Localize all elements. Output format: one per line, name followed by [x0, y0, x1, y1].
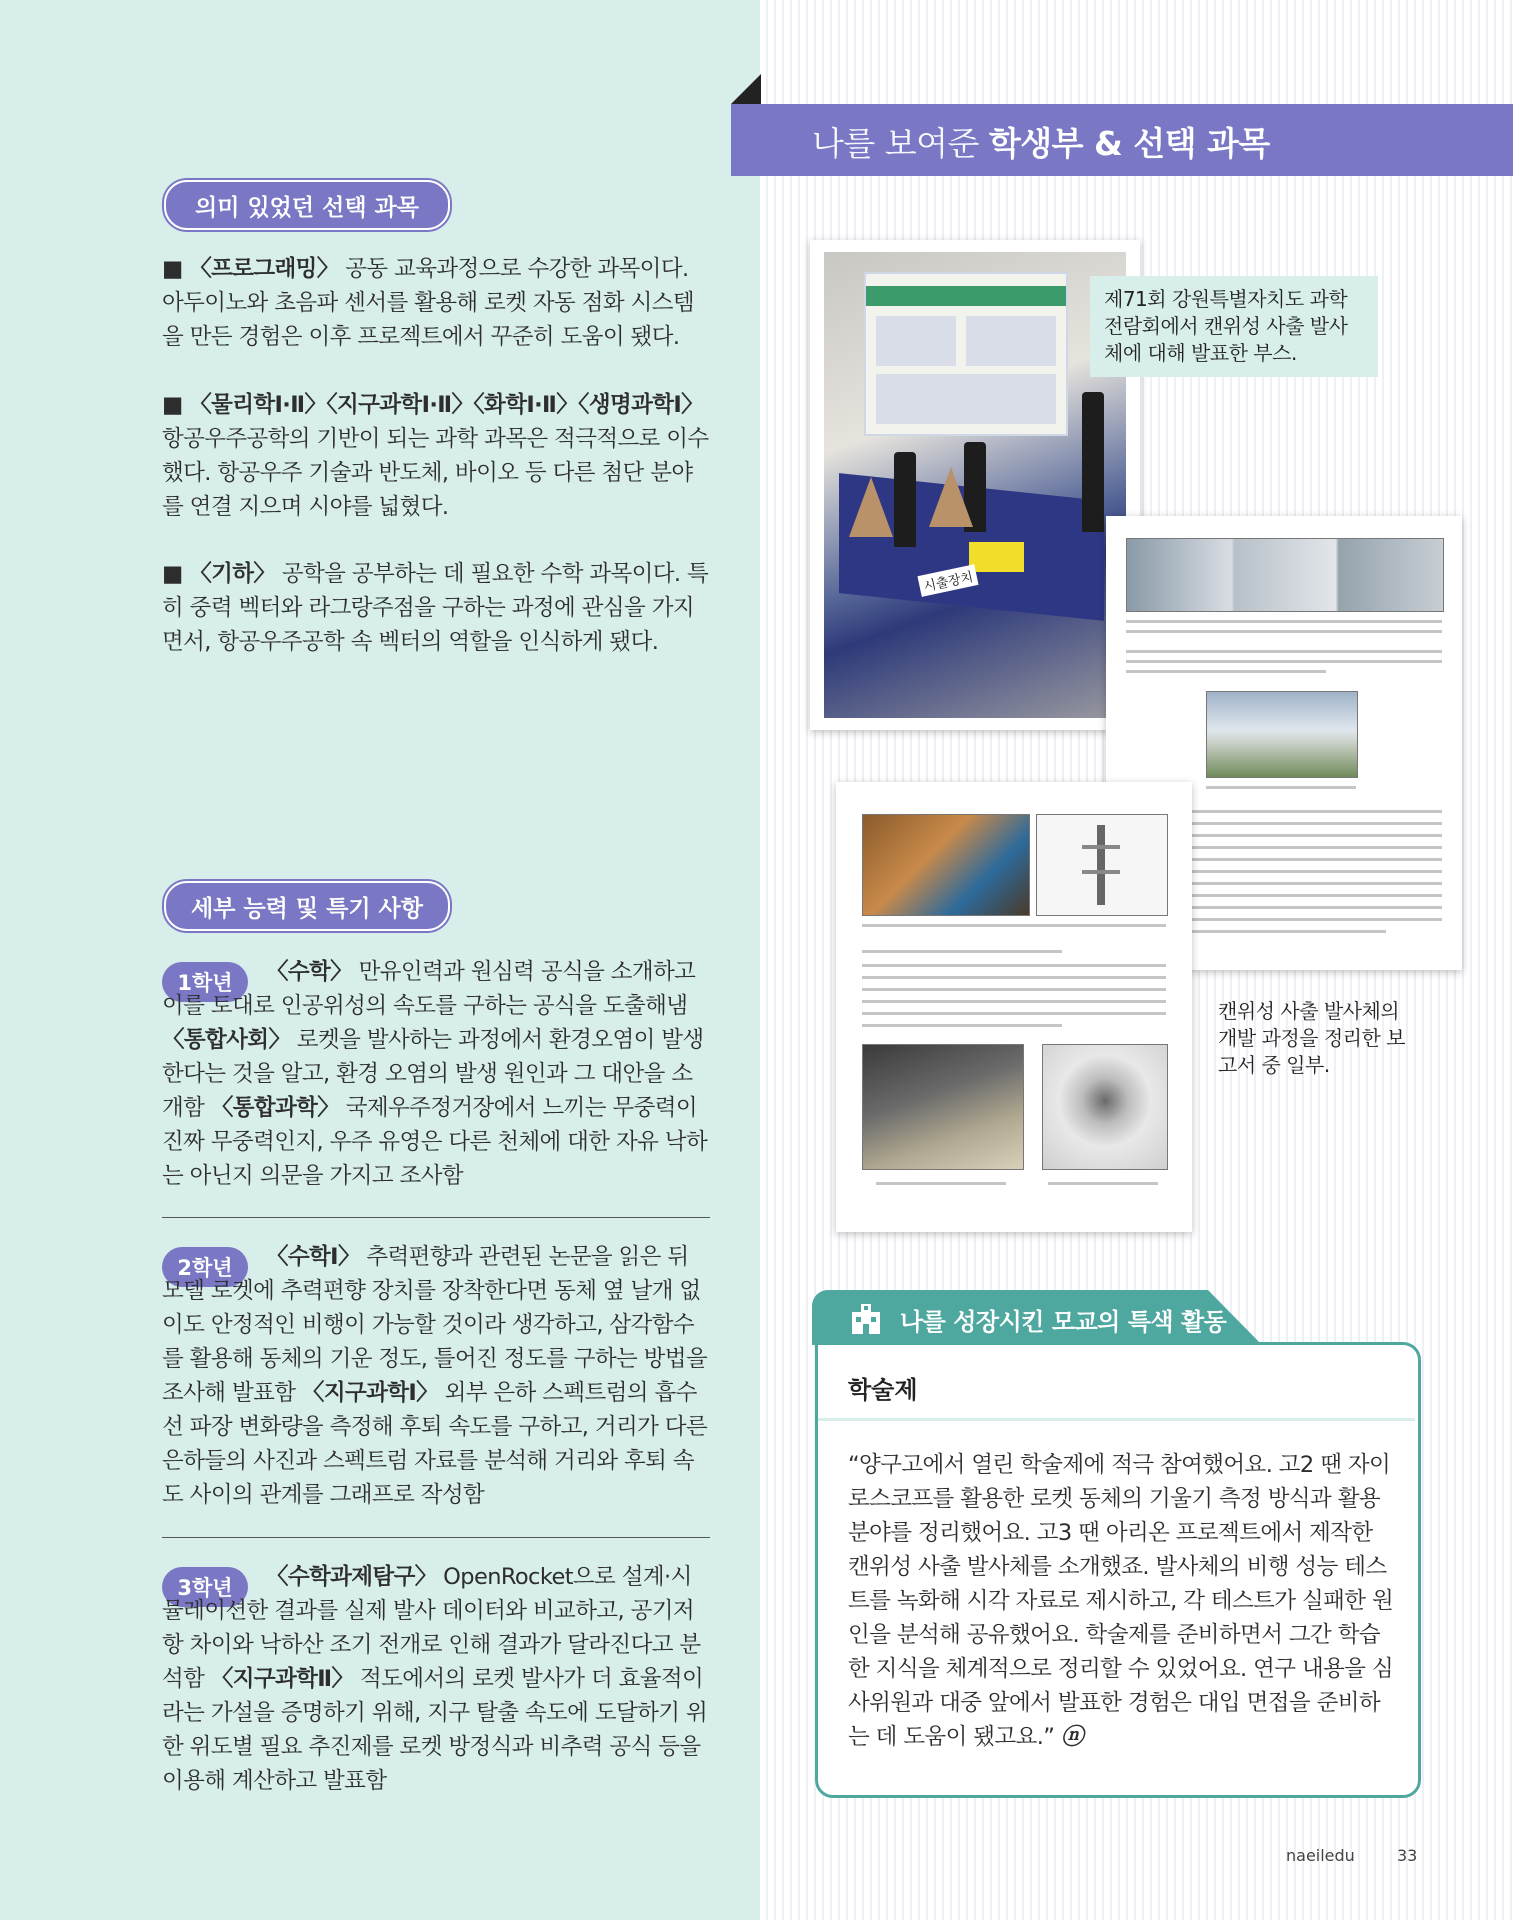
- text-line: [1126, 660, 1442, 663]
- grade2-text: [162, 1240, 710, 1512]
- subject-name: 〈통합사회〉: [162, 1027, 291, 1053]
- activity-quote: [848, 1448, 1396, 1754]
- divider: [162, 1217, 710, 1218]
- text-line: [1048, 1182, 1158, 1185]
- circuit-photo: [862, 814, 1030, 916]
- diagram-plate: [1082, 845, 1120, 849]
- footer-brand-text: naeiledu: [1286, 1846, 1355, 1865]
- poster-block: [966, 316, 1056, 366]
- section-title-electives: [164, 180, 450, 230]
- diagram-plate: [1082, 870, 1120, 874]
- work-photo: [862, 1044, 1024, 1170]
- text-line: [862, 976, 1166, 979]
- design-diagram: [1036, 814, 1168, 916]
- header-notch: [731, 74, 761, 104]
- paragraph-text: 공동 교육과정으로 수강한 과목이다. 아두이노와 초음파 센서를 활용해 로켓 자동 점화 시스템을 만든 경험은 이후 프로젝트에서 꾸준히 도움이 됐다.: [162, 256, 694, 350]
- text-line: [862, 964, 1166, 967]
- footer-brand: [1286, 1846, 1355, 1865]
- booth-sign: 시출장치: [917, 564, 978, 597]
- test-photos: [1126, 538, 1444, 612]
- poster-board: [864, 272, 1068, 436]
- grade1-text: [162, 955, 710, 1193]
- subject-name: 〈지구과학Ⅱ〉: [210, 1666, 354, 1692]
- rocket-fin: [929, 467, 973, 527]
- school-icon: [846, 1298, 886, 1338]
- grade-text: 추력편향과 관련된 논문을 읽은 뒤 모델 로켓에 추력편향 장치를 장착한다면 동체 옆 날개 없이도 안정적인 비행이 가능할 것이라 생각하고, 삼각함수를 활용해 동체의 기운 정도, 틀어진 정도를 구하는 방법을 조사해 발표함: [162, 1244, 708, 1406]
- grade3-text: [162, 1560, 710, 1798]
- section-title-text: 의미 있었던 선택 과목: [195, 194, 419, 221]
- activity-subtitle: [848, 1370, 918, 1405]
- divider: [162, 1537, 710, 1538]
- grade-text: 국제우주정거장에서 느끼는 무중력이 진짜 무중력인지, 우주 유영은 다른 천체에 대한 자유 낙하는 아닌지 의문을 가지고 조사함: [162, 1095, 708, 1189]
- subject-name: 〈수학Ⅰ〉: [266, 1244, 360, 1270]
- elective-paragraph-3: [162, 557, 710, 659]
- section-title-text: 세부 능력 및 특기 사항: [191, 895, 423, 922]
- bullet-marker: ■: [162, 256, 183, 282]
- activity-divider: [818, 1418, 1415, 1421]
- pvc-photo: [1042, 1044, 1168, 1170]
- yellow-box: [969, 542, 1024, 572]
- subject-name: 〈프로그래밍〉: [189, 256, 339, 282]
- bullet-marker: ■: [162, 392, 183, 418]
- title-bold: 학생부 & 선택 과목: [988, 124, 1270, 163]
- paragraph-text: 항공우주공학의 기반이 되는 과학 과목은 적극적으로 이수했다. 항공우주 기술과 반도체, 바이오 등 다른 첨단 분야를 연결 지으며 시야를 넓혔다.: [162, 426, 709, 520]
- subject-name: 〈지구과학Ⅰ〉: [301, 1380, 439, 1406]
- activity-subtitle-text: 학술제: [848, 1376, 918, 1404]
- grade-badge-text: 1학년: [177, 971, 233, 995]
- rocket-fin: [849, 477, 893, 537]
- grade-text: OpenRocket으로 설계·시뮬레이션한 결과를 실제 발사 데이터와 비교하고, 공기저항 차이와 낙하산 조기 전개로 인해 결과가 달라진다고 분석함: [162, 1564, 701, 1692]
- launch-photo: [1206, 691, 1358, 778]
- text-line: [862, 950, 1062, 953]
- grade-badge-text: 3학년: [177, 1576, 233, 1600]
- text-line: [862, 988, 1166, 991]
- text-line: [1126, 620, 1442, 623]
- subject-name: 〈통합과학〉: [210, 1095, 340, 1121]
- booth-photo: [824, 252, 1126, 718]
- caption-text: 캔위성 사출 발사체의 개발 과정을 정리한 보고서 중 일부.: [1218, 999, 1405, 1077]
- rocket-model: [1082, 392, 1104, 532]
- text-line: [1206, 786, 1356, 789]
- report-caption: [1218, 998, 1418, 1079]
- paragraph-text: 공학을 공부하는 데 필요한 수학 과목이다. 특히 중력 벡터와 라그랑주점을 구하는 과정에 관심을 가지면서, 항공우주공학 속 벡터의 역할을 인식하게 됐다.: [162, 561, 709, 655]
- subject-name: 〈수학〉: [266, 959, 353, 985]
- page-title: [812, 118, 1270, 165]
- text-line: [1126, 670, 1326, 673]
- end-mark-icon: ⓝ: [1060, 1724, 1083, 1750]
- text-line: [862, 1000, 1166, 1003]
- poster-block: [876, 316, 956, 366]
- text-line: [862, 1012, 1166, 1015]
- grade-text: 외부 은하 스펙트럼의 흡수선 파장 변화량을 측정해 후퇴 속도를 구하고, 거리가 다른 은하들의 사진과 스펙트럼 자료를 분석해 거리와 후퇴 속도 사이의 관계를 그래프로 작성함: [162, 1380, 708, 1508]
- activity-title-text: 나를 성장시킨 모교의 특색 활동: [900, 1308, 1227, 1336]
- booth-caption: [1090, 276, 1378, 377]
- page-number: [1397, 1846, 1417, 1865]
- report-page-2: [836, 782, 1192, 1232]
- grade-text: 적도에서의 로켓 발사가 더 효율적이라는 가설을 증명하기 위해, 지구 탈출 속도에 도달하기 위한 위도별 필요 추진제를 로켓 방정식과 비추력 공식 등을 이용해 계산하고 발표함: [162, 1666, 708, 1794]
- text-line: [862, 1024, 1062, 1027]
- text-line: [876, 1182, 1006, 1185]
- caption-text: 제71회 강원특별자치도 과학 전람회에서 캔위성 사출 발사체에 대해 발표한 부스.: [1104, 287, 1348, 365]
- grade-badge-text: 2학년: [177, 1256, 233, 1280]
- text-line: [1126, 650, 1442, 653]
- text-line: [862, 924, 1166, 927]
- elective-paragraph-1: [162, 252, 710, 354]
- subject-name: 〈기하〉: [189, 561, 276, 587]
- quote-text: “양구고에서 열린 학술제에 적극 참여했어요. 고2 땐 자이로스코프를 활용한 로켓 동체의 기울기 측정 방식과 활용 분야를 정리했어요. 고3 땐 아리온 프로젝트에서 제작한 캔위성 사출 발사체를 소개했죠. 발사체의 비행 성능 테스트를 녹화해 시각 자료로 제시하고, 각 테스트가 실패한 원인을 분석해 공유했어요. 학술제를 준비하면서 그간 학습한 지식을 체계적으로 정리할 수 있었어요. 연구 내용을 심사위원과 대중 앞에서 발표한 경험은 대입 면접을 준비하는 데 도움이 됐고요.”: [848, 1452, 1394, 1750]
- subject-name: 〈수학과제탐구〉: [266, 1564, 437, 1590]
- grade-text: 만유인력과 원심력 공식을 소개하고 이를 토대로 인공위성의 속도를 구하는 공식을 도출해냄: [162, 959, 696, 1019]
- diagram-rod: [1097, 825, 1105, 905]
- subject-name: 〈물리학Ⅰ·Ⅱ〉〈지구과학Ⅰ·Ⅱ〉〈화학Ⅰ·Ⅱ〉〈생명과학Ⅰ〉: [189, 392, 704, 418]
- grade-text: 로켓을 발사하는 과정에서 환경오염이 발생한다는 것을 알고, 환경 오염의 발생 원인과 그 대안을 소개함: [162, 1027, 704, 1121]
- page-number-text: 33: [1397, 1846, 1418, 1865]
- text-line: [1126, 630, 1442, 633]
- activity-title: [900, 1302, 1226, 1337]
- section-title-details: [164, 881, 450, 931]
- title-light: 나를 보여준: [812, 124, 979, 163]
- bullet-marker: ■: [162, 561, 183, 587]
- elective-paragraph-2: [162, 388, 710, 524]
- rocket-model: [894, 452, 916, 547]
- poster-block: [876, 374, 1056, 424]
- poster-title-bar: [866, 286, 1066, 306]
